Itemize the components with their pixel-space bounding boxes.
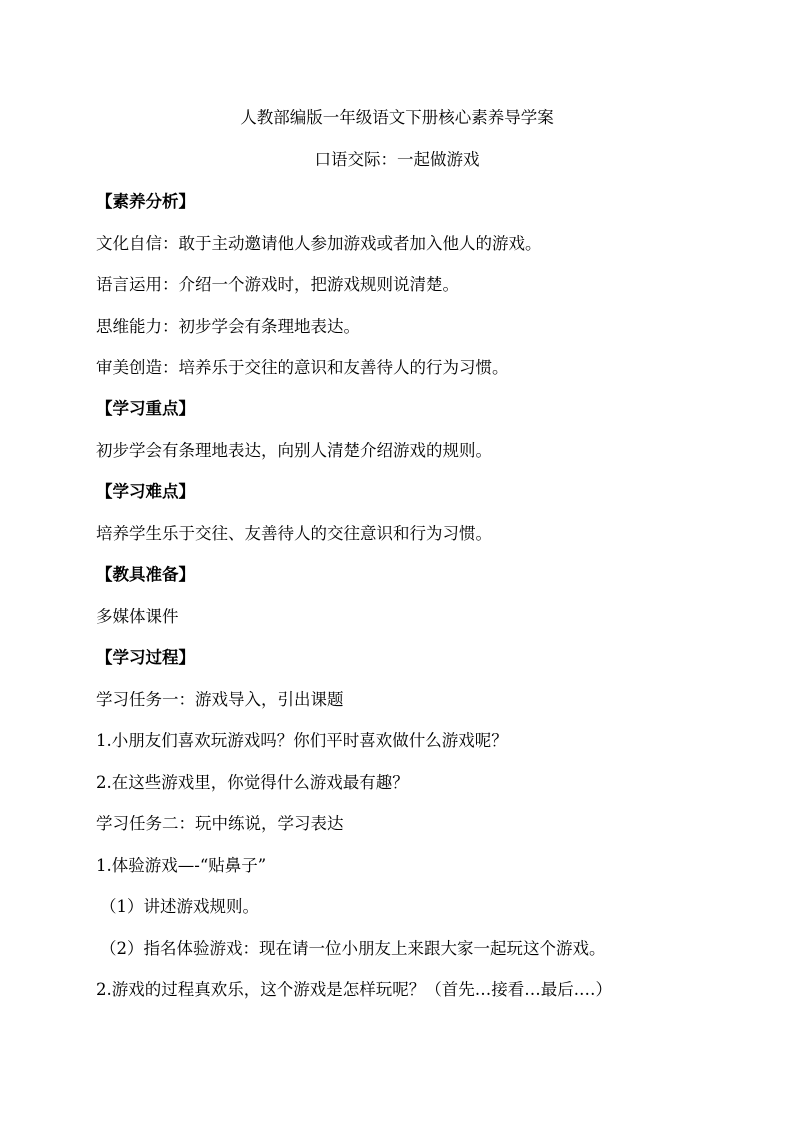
analysis-line: 语言运用：介绍一个游戏时，把游戏规则说清楚。	[96, 275, 459, 294]
process-line: （1）讲述游戏规则。	[100, 897, 259, 916]
process-task-heading: 学习任务一：游戏导入，引出课题	[96, 690, 344, 709]
materials-text: 多媒体课件	[96, 607, 179, 626]
process-line: 1.体验游戏—-“贴鼻子”	[96, 856, 267, 875]
document-title: 人教部编版一年级语文下册核心素养导学案	[240, 108, 554, 127]
section-heading-analysis: 【素养分析】	[96, 192, 195, 211]
process-line: 2.游戏的过程真欢乐，这个游戏是怎样玩呢？（首先…接看…最后.…）	[96, 980, 612, 999]
analysis-line: 思维能力：初步学会有条理地表达。	[96, 317, 360, 336]
analysis-line: 文化自信：敢于主动邀请他人参加游戏或者加入他人的游戏。	[96, 234, 542, 253]
process-line: 2.在这些游戏里，你觉得什么游戏最有趣？	[96, 773, 409, 792]
process-line: （2）指名体验游戏：现在请一位小朋友上来跟大家一起玩这个游戏。	[100, 939, 606, 958]
section-heading-difficulties: 【学习难点】	[96, 482, 195, 501]
analysis-line: 审美创造：培养乐于交往的意识和友善待人的行为习惯。	[96, 358, 509, 377]
section-heading-process: 【学习过程】	[96, 648, 195, 667]
document-subtitle: 口语交际：一起做游戏	[314, 150, 480, 169]
section-heading-key-points: 【学习重点】	[96, 399, 195, 418]
difficulties-text: 培养学生乐于交往、友善待人的交往意识和行为习惯。	[96, 524, 492, 543]
process-line: 1.小朋友们喜欢玩游戏吗？你们平时喜欢做什么游戏呢？	[96, 731, 508, 750]
section-heading-materials: 【教具准备】	[96, 565, 195, 584]
process-task-heading: 学习任务二：玩中练说，学习表达	[96, 814, 344, 833]
key-points-text: 初步学会有条理地表达，向别人清楚介绍游戏的规则。	[96, 441, 492, 460]
